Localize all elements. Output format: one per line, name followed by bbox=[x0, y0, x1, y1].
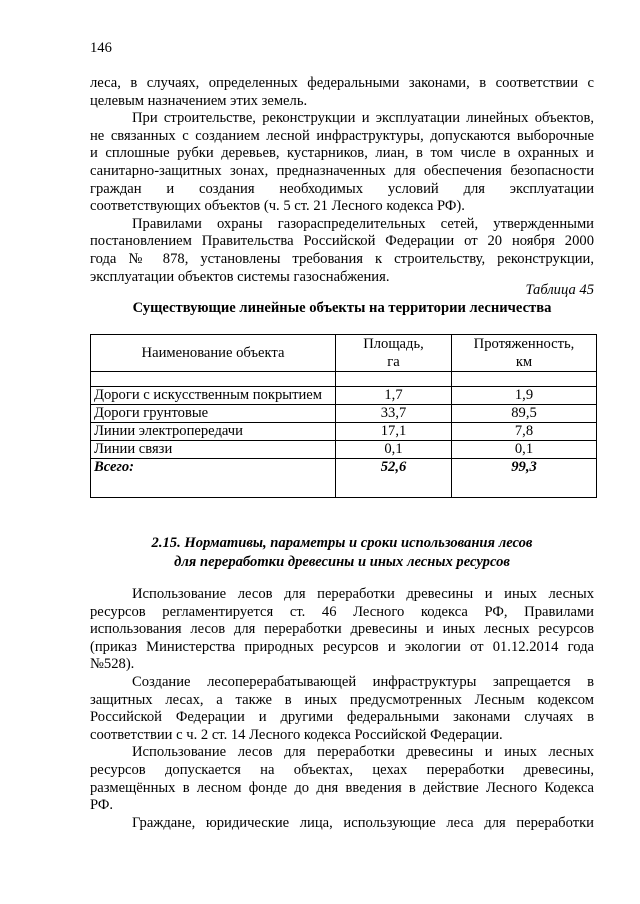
linear-objects-table bbox=[90, 334, 597, 498]
text-line: постановлением Правительства Российской Федерации от 20 ноября 2000 bbox=[90, 233, 594, 250]
header-name: Наименование объекта bbox=[91, 335, 336, 372]
table-spacer-row bbox=[91, 372, 597, 387]
text-line: Использование лесов для переработки древесины и иных лесных bbox=[132, 744, 594, 761]
text-line: защитных лесах, а также в иных предусмотренных Лесным кодексом bbox=[90, 691, 594, 708]
table-caption: Таблица 45 bbox=[525, 282, 594, 298]
text-line: Граждане, юридические лица, использующие леса для переработки bbox=[132, 814, 594, 831]
cell-total-length: 99,3 bbox=[452, 459, 597, 498]
table-row bbox=[91, 405, 597, 423]
cell-total-name: Всего: bbox=[91, 459, 336, 498]
text-line: года № 878, установлены требования к строительству, реконструкции, bbox=[90, 250, 594, 267]
table-title: Существующие линейные объекты на территории лесничества bbox=[132, 300, 552, 316]
header-length-line2: км bbox=[515, 354, 533, 370]
cell-area: 33,7 bbox=[336, 405, 452, 423]
header-area-line1: Площадь, bbox=[363, 336, 424, 352]
intro-text bbox=[90, 75, 594, 286]
cell-length: 7,8 bbox=[452, 423, 597, 441]
paragraph bbox=[90, 110, 594, 216]
text-line: соответствии с ч. 2 ст. 14 Лесного кодекса Российской Федерации. bbox=[90, 726, 503, 743]
paragraph bbox=[90, 674, 594, 744]
table-row bbox=[91, 387, 597, 405]
text-line: Правилами охраны газораспределительных сетей, утвержденными bbox=[132, 215, 594, 232]
cell-name: Линии электропередачи bbox=[91, 423, 336, 441]
text-line: целевым назначением этих земель. bbox=[90, 92, 308, 109]
text-line: (приказ Министерства природных ресурсов и экологии от 01.12.2014 года bbox=[90, 638, 594, 655]
paragraph bbox=[90, 216, 594, 286]
table-total-row bbox=[91, 459, 597, 498]
section-heading-line1: 2.15. Нормативы, параметры и сроки использования лесов bbox=[151, 535, 533, 551]
header-length bbox=[452, 335, 597, 372]
text-line: РФ. bbox=[90, 797, 114, 814]
text-line: ресурсов регламентируется ст. 46 Лесного кодекса РФ, Правилами bbox=[90, 603, 594, 620]
text-line: При строительстве, реконструкции и эксплуатации линейных объектов, bbox=[132, 110, 594, 127]
text-line: леса, в случаях, определенных федеральными законами, в соответствии с bbox=[90, 75, 594, 91]
paragraph bbox=[90, 75, 594, 110]
table-cell bbox=[452, 372, 597, 387]
cell-length: 0,1 bbox=[452, 441, 597, 459]
header-area bbox=[336, 335, 452, 372]
text-line: использования лесов для переработки древесины и иных лесных ресурсов bbox=[90, 621, 594, 638]
text-line: санитарно-защитных зонах, предназначенных для обеспечения безопасности bbox=[90, 162, 594, 179]
section-heading-line2: для переработки древесины и иных лесных ресурсов bbox=[174, 554, 510, 570]
table-header-row bbox=[91, 335, 597, 372]
text-line: эксплуатации объектов системы газоснабжения. bbox=[90, 268, 390, 285]
table-cell bbox=[91, 372, 336, 387]
paragraph bbox=[90, 586, 594, 674]
text-line: Использование лесов для переработки древесины и иных лесных bbox=[132, 586, 594, 602]
paragraph bbox=[90, 744, 594, 814]
cell-length: 89,5 bbox=[452, 405, 597, 423]
table-row bbox=[91, 423, 597, 441]
cell-name: Дороги грунтовые bbox=[91, 405, 336, 423]
text-line: Создание лесоперерабатывающей инфраструктуры запрещается в bbox=[132, 673, 594, 690]
paragraph bbox=[90, 815, 594, 833]
page-number: 146 bbox=[90, 40, 112, 56]
text-line: размещённых в лесном фонде до дня введения в действие Лесного Кодекса bbox=[90, 779, 594, 796]
cell-length: 1,9 bbox=[452, 387, 597, 405]
header-area-line2: га bbox=[387, 354, 400, 370]
cell-area: 0,1 bbox=[336, 441, 452, 459]
text-line: Российской Федерации и другими федеральными законами случаях в bbox=[90, 709, 594, 726]
text-line: №528). bbox=[90, 656, 135, 673]
text-line: граждан и создания необходимых условий для эксплуатации bbox=[90, 180, 594, 197]
text-line: и сплошные рубки деревьев, кустарников, лиан, в том числе в охранных и bbox=[90, 145, 594, 162]
text-line: ресурсов допускается на объектах, цехах переработки древесины, bbox=[90, 761, 594, 778]
cell-area: 17,1 bbox=[336, 423, 452, 441]
section-heading bbox=[90, 534, 594, 572]
section-text bbox=[90, 586, 594, 832]
text-line: не связанных с созданием лесной инфраструктуры, допускаются выборочные bbox=[90, 127, 594, 144]
cell-name: Линии связи bbox=[91, 441, 336, 459]
cell-name: Дороги с искусственным покрытием bbox=[91, 387, 336, 405]
table-cell bbox=[336, 372, 452, 387]
header-length-line1: Протяженность, bbox=[473, 336, 575, 352]
table-row bbox=[91, 441, 597, 459]
text-line: соответствующих объектов (ч. 5 ст. 21 Лесного кодекса РФ). bbox=[90, 198, 465, 215]
cell-total-area: 52,6 bbox=[336, 459, 452, 498]
cell-area: 1,7 bbox=[336, 387, 452, 405]
